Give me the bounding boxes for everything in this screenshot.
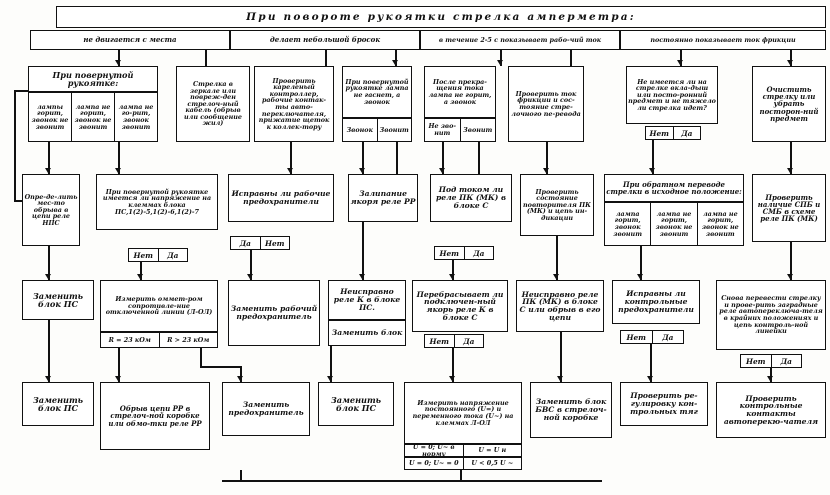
row3-no-2: Нет [260, 237, 290, 249]
row3-box-4: Залипание якоря реле РР [348, 174, 418, 222]
row2-small-split [342, 118, 412, 142]
row2-sub-2: лампа не горит, звонок не звонит [71, 93, 114, 141]
state-box-2: делает небольшой бросок [230, 30, 420, 50]
c34 [362, 222, 364, 280]
row3-sub-3: лампа не горит, звонок не звонит [697, 203, 743, 245]
conn-6 [570, 50, 572, 66]
a26 [439, 168, 445, 173]
row2-yesno [645, 126, 701, 140]
row4-box-4b: Заменить блок [328, 320, 406, 346]
row2-small2-1: Не зво-нит [428, 122, 457, 137]
row4-yesno-3 [740, 354, 802, 368]
row2-small-1: Звонок [346, 125, 373, 134]
row5-box-8: Проверить контрольные контакты автоперекю-чателя [716, 382, 826, 438]
row2-small2-split [424, 118, 496, 142]
row4-box-7: Исправны ли контрольные предохранители [612, 280, 700, 324]
bottom-tick-1 [240, 470, 242, 480]
row2-sub-3: лампа не го-рит, звонок звонит [114, 93, 157, 141]
row5-cond-bottom [404, 457, 522, 470]
a47 [647, 376, 653, 381]
a44 [327, 376, 333, 381]
arrow-4 [392, 60, 398, 65]
bottom-tick-2 [460, 470, 462, 480]
row4-yes-3: Да [771, 355, 802, 367]
c43 [200, 348, 202, 366]
row5-box-7: Проверить ре-гулировку кон-трольных тяг [620, 382, 708, 426]
row3-box-8: Проверить наличие СПБ и СМБ в схеме реле ПК (МК) [752, 174, 826, 242]
row5-cond-4: U < 0,5 U ~ [463, 458, 522, 469]
a210 [787, 168, 793, 173]
row2-small2-2: Звонит [460, 119, 496, 141]
row3-box-5: Под током ли реле ПК (МК) в блоке С [430, 174, 512, 222]
row2-sub-split [28, 92, 158, 142]
c41 [48, 320, 50, 382]
row2-yes: Да [673, 127, 701, 139]
c25 [396, 142, 398, 174]
c46 [560, 332, 562, 382]
row4-box-4: Неисправно реле К в блоке ПС. [328, 280, 406, 320]
row3-no-1: Нет [133, 250, 153, 260]
a32 [137, 274, 143, 279]
row5-box-2: Обрыв цепи РР в стрелоч-ной коробке или обмо-тки реле РР [100, 382, 210, 450]
row3-sub-2: лампа не горит, звонок не звонит [650, 203, 696, 245]
row3-yesno-1 [128, 248, 188, 262]
a48 [767, 376, 773, 381]
row3-sub-split [604, 202, 744, 246]
state-box-1: не двигается с места [30, 30, 230, 50]
row4-box-1: Заменить блок ПС [22, 280, 94, 320]
c27 [478, 142, 480, 174]
row3-yes-1: Да [158, 249, 188, 261]
row3-yes-2: Да [239, 238, 251, 248]
row5-box-4: Заменить блок ПС [318, 382, 394, 426]
row4-box-2: Измерить оммет-ром сопротивле-ние отключенной линии (Л-ОЛ) [100, 280, 218, 332]
conn-3 [325, 50, 327, 66]
side-3 [14, 200, 22, 202]
row4-res-1: R = 23 кОм [108, 335, 151, 344]
row2-sub-1: лампы горит, звонок не звонит [31, 102, 69, 131]
a24 [359, 168, 365, 173]
row5-box-1: Заменить блок ПС [22, 382, 94, 426]
row2-box-7: Не имеется ли на стрелке вкла-дыш или посто-ронний предмет и не тяжело ли стрелка идет? [626, 66, 718, 124]
row4-yesno-1 [424, 334, 484, 348]
row5-box-3: Заменить предохранитель [222, 382, 310, 436]
row2-no: Нет [649, 128, 669, 138]
a28 [543, 168, 549, 173]
a36 [553, 274, 559, 279]
a41 [45, 376, 51, 381]
row5-cond-top [404, 444, 522, 457]
row3-box-6: Проверить состояние повторителя ПК (МК) и цепь ин-дикации [520, 174, 594, 236]
a33 [247, 274, 253, 279]
a45 [449, 376, 455, 381]
a22 [115, 168, 121, 173]
row2-box-3: Проверить кареленый контроллер, рабочие контак-ты авто-переключателя, прижатие щеток к коллек-тору [254, 66, 334, 142]
arrow-1 [115, 60, 121, 65]
row4-no-2: Нет [626, 332, 646, 342]
a37 [637, 274, 643, 279]
row4-yes-2: Да [652, 331, 684, 343]
state-box-3: в течение 2-5 с показывает рабо-чий ток [420, 30, 620, 50]
row4-box-6: Неисправно реле ПК (МК) в блоке С или обрыв в его цепи [516, 280, 604, 332]
row2-box-2: Стрелка в зеркале или повреж-ден стрелоч-ный кабель (обрыв или сообщение жил) [176, 66, 250, 142]
row4-box-5: Перебрасывает ли подключен-ный якорь реле К в блоке С [412, 280, 508, 332]
state-box-4: постоянно показывает ток фрикции [620, 30, 826, 50]
a43 [237, 376, 243, 381]
row2-box-6: Проверить ток фрикции и сос-тояние стре-лочного пе-ревода [508, 66, 584, 142]
bottom-rule [222, 480, 602, 482]
row4-res-split [100, 332, 218, 348]
row5-cond-3: U = U н [463, 445, 522, 456]
a34 [359, 274, 365, 279]
row5-box-6: Заменить блок БВС в стрелоч-ной коробке [530, 382, 612, 438]
conn-2 [205, 50, 207, 66]
row4-no-1: Нет [429, 336, 449, 346]
a29 [649, 168, 655, 173]
a21 [45, 168, 51, 173]
chart-title: При повороте рукоятки стрелка амперметра: [56, 6, 826, 28]
arrow-8 [787, 60, 793, 65]
row5-cond-2: U = 0; U~ = 0 [408, 459, 459, 468]
a38 [787, 274, 793, 279]
side-2 [14, 90, 16, 200]
a31 [45, 274, 51, 279]
row4-res-2: R > 23 кОм [159, 333, 218, 347]
row3-box-1: Опре-де-лить мес-то обрыва в цепи реле НПС [22, 174, 80, 246]
row4-box-3: Заменить рабочий предохранитель [228, 280, 320, 346]
a46 [557, 376, 563, 381]
arrow-7 [677, 60, 683, 65]
a42 [115, 376, 121, 381]
row2-box-1: При повернутой рукоятке: [28, 66, 158, 92]
row2-box-4: При повернутой рукоятке лампа не гаснет, а звонок [342, 66, 412, 118]
a35 [449, 274, 455, 279]
row4-yesno-2 [620, 330, 684, 344]
row5-box-5: Измерить напряжение постоянного (U=) и переменного тока (U~) на клеммах Л-ОЛ [404, 382, 522, 444]
a23 [287, 168, 293, 173]
side-1 [14, 90, 28, 92]
row3-sub-1: лампа горит, звонок звонит [613, 209, 642, 238]
arrow-5 [497, 60, 503, 65]
row3-box-2: При повернутой рукоятке имеется ли напряжение на клеммах блока ПС,1(2)-5,1(2)-6,1(2)-7 [96, 174, 218, 230]
row3-no-3: Нет [439, 248, 459, 258]
row3-yes-3: Да [464, 247, 494, 259]
row4-box-8: Снова перевести стрелку и прове-рить заградные реле автопереключа-теля в крайних положениях и цепь контроль-ной линейки [716, 280, 826, 350]
row3-box-7: При обратном переводе стрелки в исходное положение: [604, 174, 744, 202]
row3-yesno-3 [434, 246, 494, 260]
c43h [200, 366, 240, 368]
row3-box-3: Исправны ли рабочие предохранители [228, 174, 334, 222]
row5-cond-1: U = 0; U~ в норму [412, 442, 455, 458]
row3-yesno-2 [230, 236, 290, 250]
row2-box-8: Очистить стрелку или убрать посторон-ний предмет [752, 66, 826, 142]
row4-yes-1: Да [454, 335, 484, 347]
row2-small-2: Звонит [377, 119, 412, 141]
row4-no-3: Нет [745, 356, 766, 366]
row2-box-5: После прекра-щения тока лампа не горит, а звонок [424, 66, 496, 118]
